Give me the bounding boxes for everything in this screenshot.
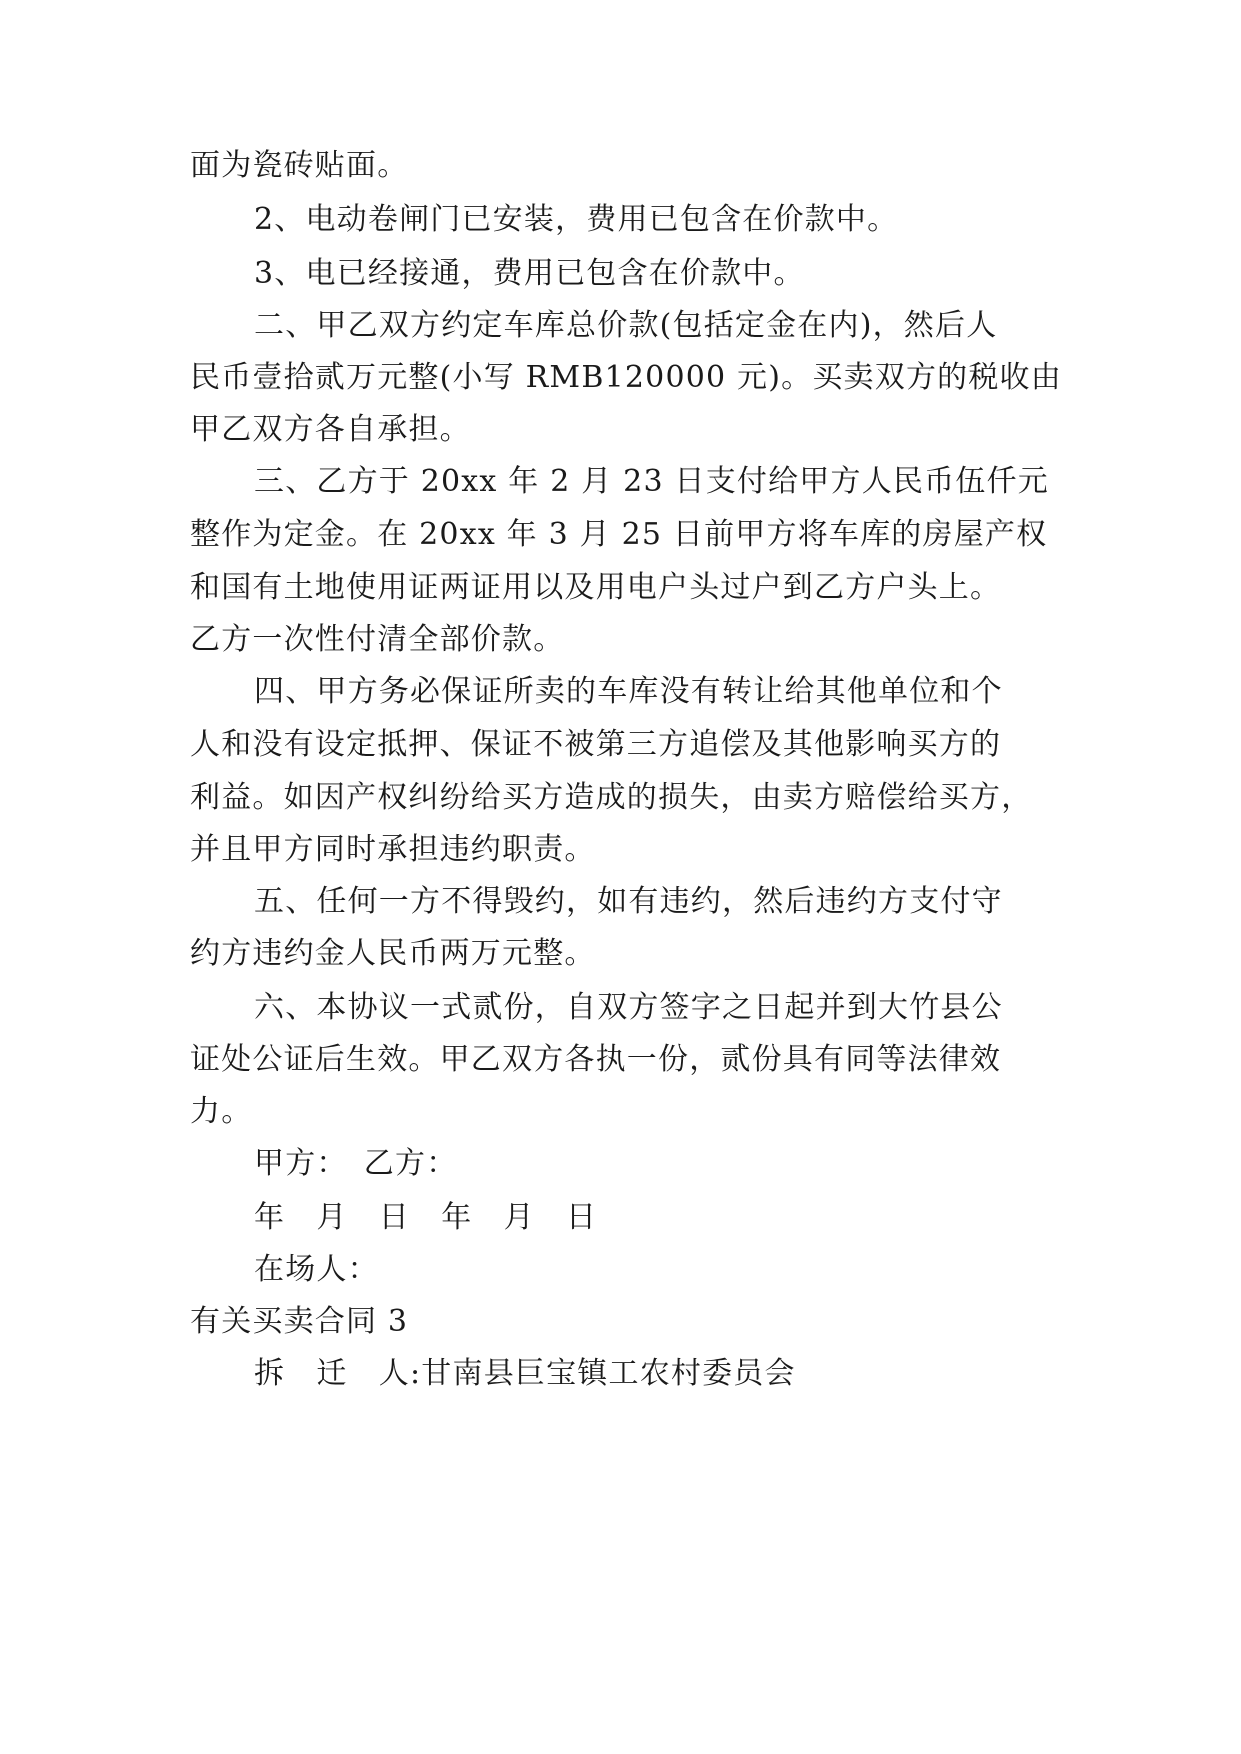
- text-line: 证处公证后生效。甲乙双方各执一份，贰份具有同等法律效: [190, 1042, 1002, 1077]
- text-line: 约方违约金人民币两万元整。: [190, 936, 596, 971]
- text-line: 3、电已经接通，费用已包含在价款中。: [254, 256, 805, 291]
- text-line: 乙方一次性付清全部价款。: [190, 622, 565, 657]
- text-line: 六、本协议一式贰份，自双方签字之日起并到大竹县公: [254, 990, 1003, 1025]
- signature-date-labels: 年 月 日 年 月 日: [254, 1200, 598, 1235]
- text-line: 民币壹拾贰万元整(小写 RMB120000 元)。买卖双方的税收由: [190, 360, 1062, 395]
- text-line: 拆 迁 人:甘南县巨宝镇工农村委员会: [254, 1356, 796, 1391]
- text-line: 整作为定金。在 20xx 年 3 月 25 日前甲方将车库的房屋产权: [190, 517, 1048, 552]
- text-line: 三、乙方于 20xx 年 2 月 23 日支付给甲方人民币伍仟元: [254, 464, 1049, 499]
- text-line: 并且甲方同时承担违约职责。: [190, 832, 596, 867]
- text-line: 和国有土地使用证两证用以及用电户头过户到乙方户头上。: [190, 570, 1002, 605]
- text-line: 利益。如因产权纠纷给买方造成的损失，由卖方赔偿给买方，: [190, 780, 1033, 815]
- text-line: 2、电动卷闸门已安装，费用已包含在价款中。: [254, 202, 899, 237]
- text-line: 四、甲方务必保证所卖的车库没有转让给其他单位和个: [254, 674, 1003, 709]
- text-line: 面为瓷砖贴面。: [190, 148, 409, 183]
- text-line: 甲乙双方各自承担。: [190, 412, 471, 447]
- section-heading: 有关买卖合同 3: [190, 1304, 409, 1339]
- witness-label: 在场人：: [254, 1252, 379, 1287]
- text-line: 人和没有设定抵押、保证不被第三方追偿及其他影响买方的: [190, 727, 1002, 762]
- signature-party-labels: 甲方： 乙方：: [254, 1146, 458, 1181]
- text-line: 五、任何一方不得毁约，如有违约，然后违约方支付守: [254, 884, 1003, 919]
- text-line: 二、甲乙双方约定车库总价款(包括定金在内)，然后人: [254, 308, 998, 343]
- text-line: 力。: [190, 1094, 253, 1129]
